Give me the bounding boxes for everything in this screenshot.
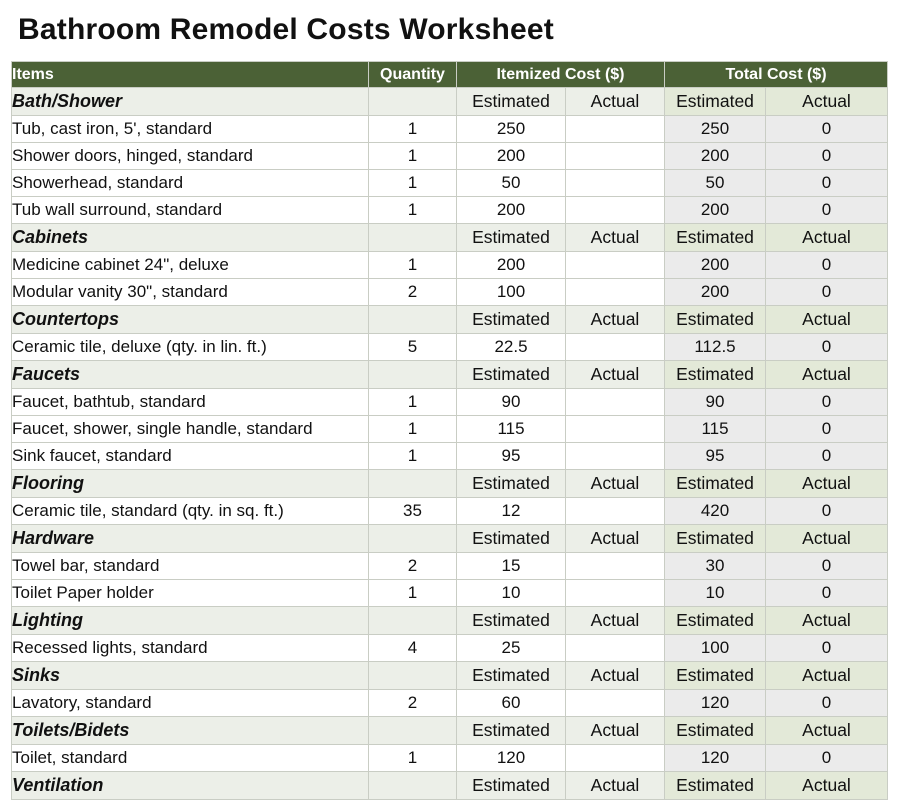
table-row bbox=[12, 690, 888, 717]
itemized-estimated-label[interactable]: Estimated bbox=[457, 88, 566, 116]
total-estimated-label[interactable]: Estimated bbox=[665, 717, 766, 745]
category-row bbox=[12, 717, 888, 745]
quantity-cell[interactable]: 2 bbox=[369, 553, 457, 580]
itemized-estimated-cell[interactable]: 120 bbox=[457, 745, 566, 772]
category-name[interactable]: Bath/Shower bbox=[12, 88, 369, 116]
category-spacer[interactable] bbox=[369, 306, 457, 334]
total-estimated-cell[interactable]: 200 bbox=[665, 252, 766, 279]
itemized-estimated-label[interactable]: Estimated bbox=[457, 772, 566, 800]
table-row bbox=[12, 279, 888, 306]
itemized-actual-cell[interactable] bbox=[566, 635, 665, 662]
itemized-estimated-label[interactable]: Estimated bbox=[457, 662, 566, 690]
category-spacer[interactable] bbox=[369, 470, 457, 498]
category-row bbox=[12, 306, 888, 334]
quantity-cell[interactable]: 1 bbox=[369, 143, 457, 170]
total-estimated-label[interactable]: Estimated bbox=[665, 470, 766, 498]
quantity-cell[interactable]: 1 bbox=[369, 116, 457, 143]
total-actual-cell[interactable]: 0 bbox=[766, 197, 888, 224]
itemized-estimated-cell[interactable]: 60 bbox=[457, 690, 566, 717]
itemized-actual-cell[interactable] bbox=[566, 389, 665, 416]
category-row bbox=[12, 88, 888, 116]
itemized-estimated-cell[interactable]: 200 bbox=[457, 143, 566, 170]
itemized-actual-cell[interactable] bbox=[566, 334, 665, 361]
item-name-cell[interactable]: Tub, cast iron, 5', standard bbox=[12, 116, 369, 143]
header-row bbox=[12, 62, 888, 88]
table-row bbox=[12, 745, 888, 772]
table-row bbox=[12, 116, 888, 143]
worksheet-body bbox=[12, 88, 888, 800]
item-name-cell[interactable]: Recessed lights, standard bbox=[12, 635, 369, 662]
total-estimated-label[interactable]: Estimated bbox=[665, 607, 766, 635]
total-actual-cell[interactable]: 0 bbox=[766, 143, 888, 170]
total-actual-cell[interactable]: 0 bbox=[766, 580, 888, 607]
itemized-estimated-cell[interactable]: 12 bbox=[457, 498, 566, 525]
total-actual-label[interactable]: Actual bbox=[766, 717, 888, 745]
itemized-estimated-cell[interactable]: 100 bbox=[457, 279, 566, 306]
category-spacer[interactable] bbox=[369, 525, 457, 553]
total-estimated-label[interactable]: Estimated bbox=[665, 88, 766, 116]
category-row bbox=[12, 224, 888, 252]
category-name[interactable]: Cabinets bbox=[12, 224, 369, 252]
total-estimated-cell[interactable]: 30 bbox=[665, 553, 766, 580]
total-estimated-cell[interactable]: 200 bbox=[665, 197, 766, 224]
item-name-cell[interactable]: Toilet Paper holder bbox=[12, 580, 369, 607]
quantity-cell[interactable]: 2 bbox=[369, 690, 457, 717]
total-estimated-cell[interactable]: 115 bbox=[665, 416, 766, 443]
total-actual-label[interactable]: Actual bbox=[766, 361, 888, 389]
total-estimated-cell[interactable]: 420 bbox=[665, 498, 766, 525]
itemized-actual-label[interactable]: Actual bbox=[566, 88, 665, 116]
itemized-actual-label[interactable]: Actual bbox=[566, 470, 665, 498]
itemized-actual-cell[interactable] bbox=[566, 252, 665, 279]
item-name-cell[interactable]: Faucet, bathtub, standard bbox=[12, 389, 369, 416]
itemized-actual-cell[interactable] bbox=[566, 197, 665, 224]
itemized-estimated-cell[interactable]: 95 bbox=[457, 443, 566, 470]
total-actual-label[interactable]: Actual bbox=[766, 470, 888, 498]
total-actual-cell[interactable]: 0 bbox=[766, 498, 888, 525]
itemized-estimated-label[interactable]: Estimated bbox=[457, 361, 566, 389]
itemized-actual-label[interactable]: Actual bbox=[566, 224, 665, 252]
table-row bbox=[12, 334, 888, 361]
total-estimated-cell[interactable]: 95 bbox=[665, 443, 766, 470]
total-estimated-cell[interactable]: 112.5 bbox=[665, 334, 766, 361]
category-spacer[interactable] bbox=[369, 88, 457, 116]
itemized-actual-cell[interactable] bbox=[566, 279, 665, 306]
total-estimated-cell[interactable]: 120 bbox=[665, 690, 766, 717]
itemized-actual-cell[interactable] bbox=[566, 416, 665, 443]
category-name[interactable]: Lighting bbox=[12, 607, 369, 635]
itemized-actual-cell[interactable] bbox=[566, 170, 665, 197]
itemized-actual-cell[interactable] bbox=[566, 116, 665, 143]
total-actual-cell[interactable]: 0 bbox=[766, 170, 888, 197]
table-row bbox=[12, 553, 888, 580]
itemized-actual-cell[interactable] bbox=[566, 143, 665, 170]
total-actual-label[interactable]: Actual bbox=[766, 662, 888, 690]
total-actual-cell[interactable]: 0 bbox=[766, 116, 888, 143]
itemized-estimated-cell[interactable]: 50 bbox=[457, 170, 566, 197]
item-name-cell[interactable]: Toilet, standard bbox=[12, 745, 369, 772]
total-actual-cell[interactable]: 0 bbox=[766, 334, 888, 361]
quantity-cell[interactable]: 1 bbox=[369, 197, 457, 224]
category-row bbox=[12, 361, 888, 389]
total-estimated-label[interactable]: Estimated bbox=[665, 306, 766, 334]
total-actual-label[interactable]: Actual bbox=[766, 88, 888, 116]
total-estimated-label[interactable]: Estimated bbox=[665, 525, 766, 553]
itemized-actual-label[interactable]: Actual bbox=[566, 361, 665, 389]
table-row bbox=[12, 170, 888, 197]
itemized-actual-cell[interactable] bbox=[566, 690, 665, 717]
category-row bbox=[12, 525, 888, 553]
total-actual-cell[interactable]: 0 bbox=[766, 553, 888, 580]
category-spacer[interactable] bbox=[369, 361, 457, 389]
itemized-actual-cell[interactable] bbox=[566, 553, 665, 580]
itemized-actual-cell[interactable] bbox=[566, 443, 665, 470]
cost-worksheet-table bbox=[11, 61, 888, 800]
item-name-cell[interactable]: Faucet, shower, single handle, standard bbox=[12, 416, 369, 443]
category-spacer[interactable] bbox=[369, 607, 457, 635]
itemized-actual-label[interactable]: Actual bbox=[566, 717, 665, 745]
item-name-cell[interactable]: Towel bar, standard bbox=[12, 553, 369, 580]
category-row bbox=[12, 662, 888, 690]
category-name[interactable]: Flooring bbox=[12, 470, 369, 498]
category-name[interactable]: Faucets bbox=[12, 361, 369, 389]
quantity-cell[interactable]: 4 bbox=[369, 635, 457, 662]
item-name-cell[interactable]: Modular vanity 30", standard bbox=[12, 279, 369, 306]
total-actual-label[interactable]: Actual bbox=[766, 525, 888, 553]
quantity-cell[interactable]: 1 bbox=[369, 745, 457, 772]
category-name[interactable]: Sinks bbox=[12, 662, 369, 690]
total-estimated-label[interactable]: Estimated bbox=[665, 772, 766, 800]
category-spacer[interactable] bbox=[369, 662, 457, 690]
total-estimated-cell[interactable]: 250 bbox=[665, 116, 766, 143]
itemized-estimated-cell[interactable]: 22.5 bbox=[457, 334, 566, 361]
category-row bbox=[12, 470, 888, 498]
table-row bbox=[12, 443, 888, 470]
total-estimated-cell[interactable]: 200 bbox=[665, 279, 766, 306]
itemized-estimated-cell[interactable]: 90 bbox=[457, 389, 566, 416]
itemized-estimated-label[interactable]: Estimated bbox=[457, 306, 566, 334]
item-name-cell[interactable]: Medicine cabinet 24", deluxe bbox=[12, 252, 369, 279]
quantity-cell[interactable]: 1 bbox=[369, 443, 457, 470]
total-actual-cell[interactable]: 0 bbox=[766, 690, 888, 717]
quantity-cell[interactable]: 1 bbox=[369, 170, 457, 197]
total-estimated-cell[interactable]: 50 bbox=[665, 170, 766, 197]
itemized-estimated-label[interactable]: Estimated bbox=[457, 607, 566, 635]
quantity-cell[interactable]: 35 bbox=[369, 498, 457, 525]
category-name[interactable]: Hardware bbox=[12, 525, 369, 553]
itemized-estimated-cell[interactable]: 200 bbox=[457, 197, 566, 224]
table-row bbox=[12, 197, 888, 224]
total-actual-cell[interactable]: 0 bbox=[766, 416, 888, 443]
itemized-estimated-label[interactable]: Estimated bbox=[457, 525, 566, 553]
category-row bbox=[12, 772, 888, 800]
header-quantity[interactable]: Quantity bbox=[369, 62, 457, 88]
total-actual-cell[interactable]: 0 bbox=[766, 252, 888, 279]
category-name[interactable]: Toilets/Bidets bbox=[12, 717, 369, 745]
header-items[interactable]: Items bbox=[12, 62, 369, 88]
category-name[interactable]: Ventilation bbox=[12, 772, 369, 800]
category-spacer[interactable] bbox=[369, 717, 457, 745]
header-itemized-cost[interactable]: Itemized Cost ($) bbox=[457, 62, 665, 88]
itemized-actual-cell[interactable] bbox=[566, 745, 665, 772]
table-row bbox=[12, 580, 888, 607]
item-name-cell[interactable]: Ceramic tile, deluxe (qty. in lin. ft.) bbox=[12, 334, 369, 361]
itemized-estimated-cell[interactable]: 115 bbox=[457, 416, 566, 443]
table-row bbox=[12, 416, 888, 443]
itemized-estimated-label[interactable]: Estimated bbox=[457, 470, 566, 498]
total-estimated-label[interactable]: Estimated bbox=[665, 224, 766, 252]
total-estimated-cell[interactable]: 120 bbox=[665, 745, 766, 772]
total-actual-cell[interactable]: 0 bbox=[766, 635, 888, 662]
item-name-cell[interactable]: Sink faucet, standard bbox=[12, 443, 369, 470]
itemized-estimated-label[interactable]: Estimated bbox=[457, 224, 566, 252]
quantity-cell[interactable]: 1 bbox=[369, 389, 457, 416]
itemized-estimated-cell[interactable]: 10 bbox=[457, 580, 566, 607]
total-actual-label[interactable]: Actual bbox=[766, 306, 888, 334]
item-name-cell[interactable]: Showerhead, standard bbox=[12, 170, 369, 197]
total-estimated-label[interactable]: Estimated bbox=[665, 361, 766, 389]
table-row bbox=[12, 635, 888, 662]
total-actual-label[interactable]: Actual bbox=[766, 772, 888, 800]
quantity-cell[interactable]: 5 bbox=[369, 334, 457, 361]
quantity-cell[interactable]: 1 bbox=[369, 416, 457, 443]
itemized-estimated-cell[interactable]: 250 bbox=[457, 116, 566, 143]
total-actual-label[interactable]: Actual bbox=[766, 607, 888, 635]
category-name[interactable]: Countertops bbox=[12, 306, 369, 334]
total-estimated-cell[interactable]: 100 bbox=[665, 635, 766, 662]
itemized-actual-label[interactable]: Actual bbox=[566, 306, 665, 334]
quantity-cell[interactable]: 2 bbox=[369, 279, 457, 306]
total-actual-cell[interactable]: 0 bbox=[766, 745, 888, 772]
itemized-actual-label[interactable]: Actual bbox=[566, 607, 665, 635]
category-spacer[interactable] bbox=[369, 224, 457, 252]
category-spacer[interactable] bbox=[369, 772, 457, 800]
table-row bbox=[12, 389, 888, 416]
total-actual-label[interactable]: Actual bbox=[766, 224, 888, 252]
quantity-cell[interactable]: 1 bbox=[369, 580, 457, 607]
total-estimated-label[interactable]: Estimated bbox=[665, 662, 766, 690]
total-estimated-cell[interactable]: 200 bbox=[665, 143, 766, 170]
total-estimated-cell[interactable]: 10 bbox=[665, 580, 766, 607]
itemized-actual-cell[interactable] bbox=[566, 498, 665, 525]
itemized-estimated-label[interactable]: Estimated bbox=[457, 717, 566, 745]
quantity-cell[interactable]: 1 bbox=[369, 252, 457, 279]
total-actual-cell[interactable]: 0 bbox=[766, 389, 888, 416]
itemized-actual-label[interactable]: Actual bbox=[566, 662, 665, 690]
item-name-cell[interactable]: Lavatory, standard bbox=[12, 690, 369, 717]
itemized-actual-label[interactable]: Actual bbox=[566, 525, 665, 553]
total-actual-cell[interactable]: 0 bbox=[766, 279, 888, 306]
header-total-cost[interactable]: Total Cost ($) bbox=[665, 62, 888, 88]
total-estimated-cell[interactable]: 90 bbox=[665, 389, 766, 416]
category-row bbox=[12, 607, 888, 635]
item-name-cell[interactable]: Tub wall surround, standard bbox=[12, 197, 369, 224]
itemized-actual-cell[interactable] bbox=[566, 580, 665, 607]
itemized-estimated-cell[interactable]: 200 bbox=[457, 252, 566, 279]
page-title: Bathroom Remodel Costs Worksheet bbox=[18, 13, 554, 46]
itemized-estimated-cell[interactable]: 25 bbox=[457, 635, 566, 662]
table-row bbox=[12, 143, 888, 170]
item-name-cell[interactable]: Shower doors, hinged, standard bbox=[12, 143, 369, 170]
table-row bbox=[12, 252, 888, 279]
total-actual-cell[interactable]: 0 bbox=[766, 443, 888, 470]
item-name-cell[interactable]: Ceramic tile, standard (qty. in sq. ft.) bbox=[12, 498, 369, 525]
itemized-actual-label[interactable]: Actual bbox=[566, 772, 665, 800]
itemized-estimated-cell[interactable]: 15 bbox=[457, 553, 566, 580]
table-row bbox=[12, 498, 888, 525]
